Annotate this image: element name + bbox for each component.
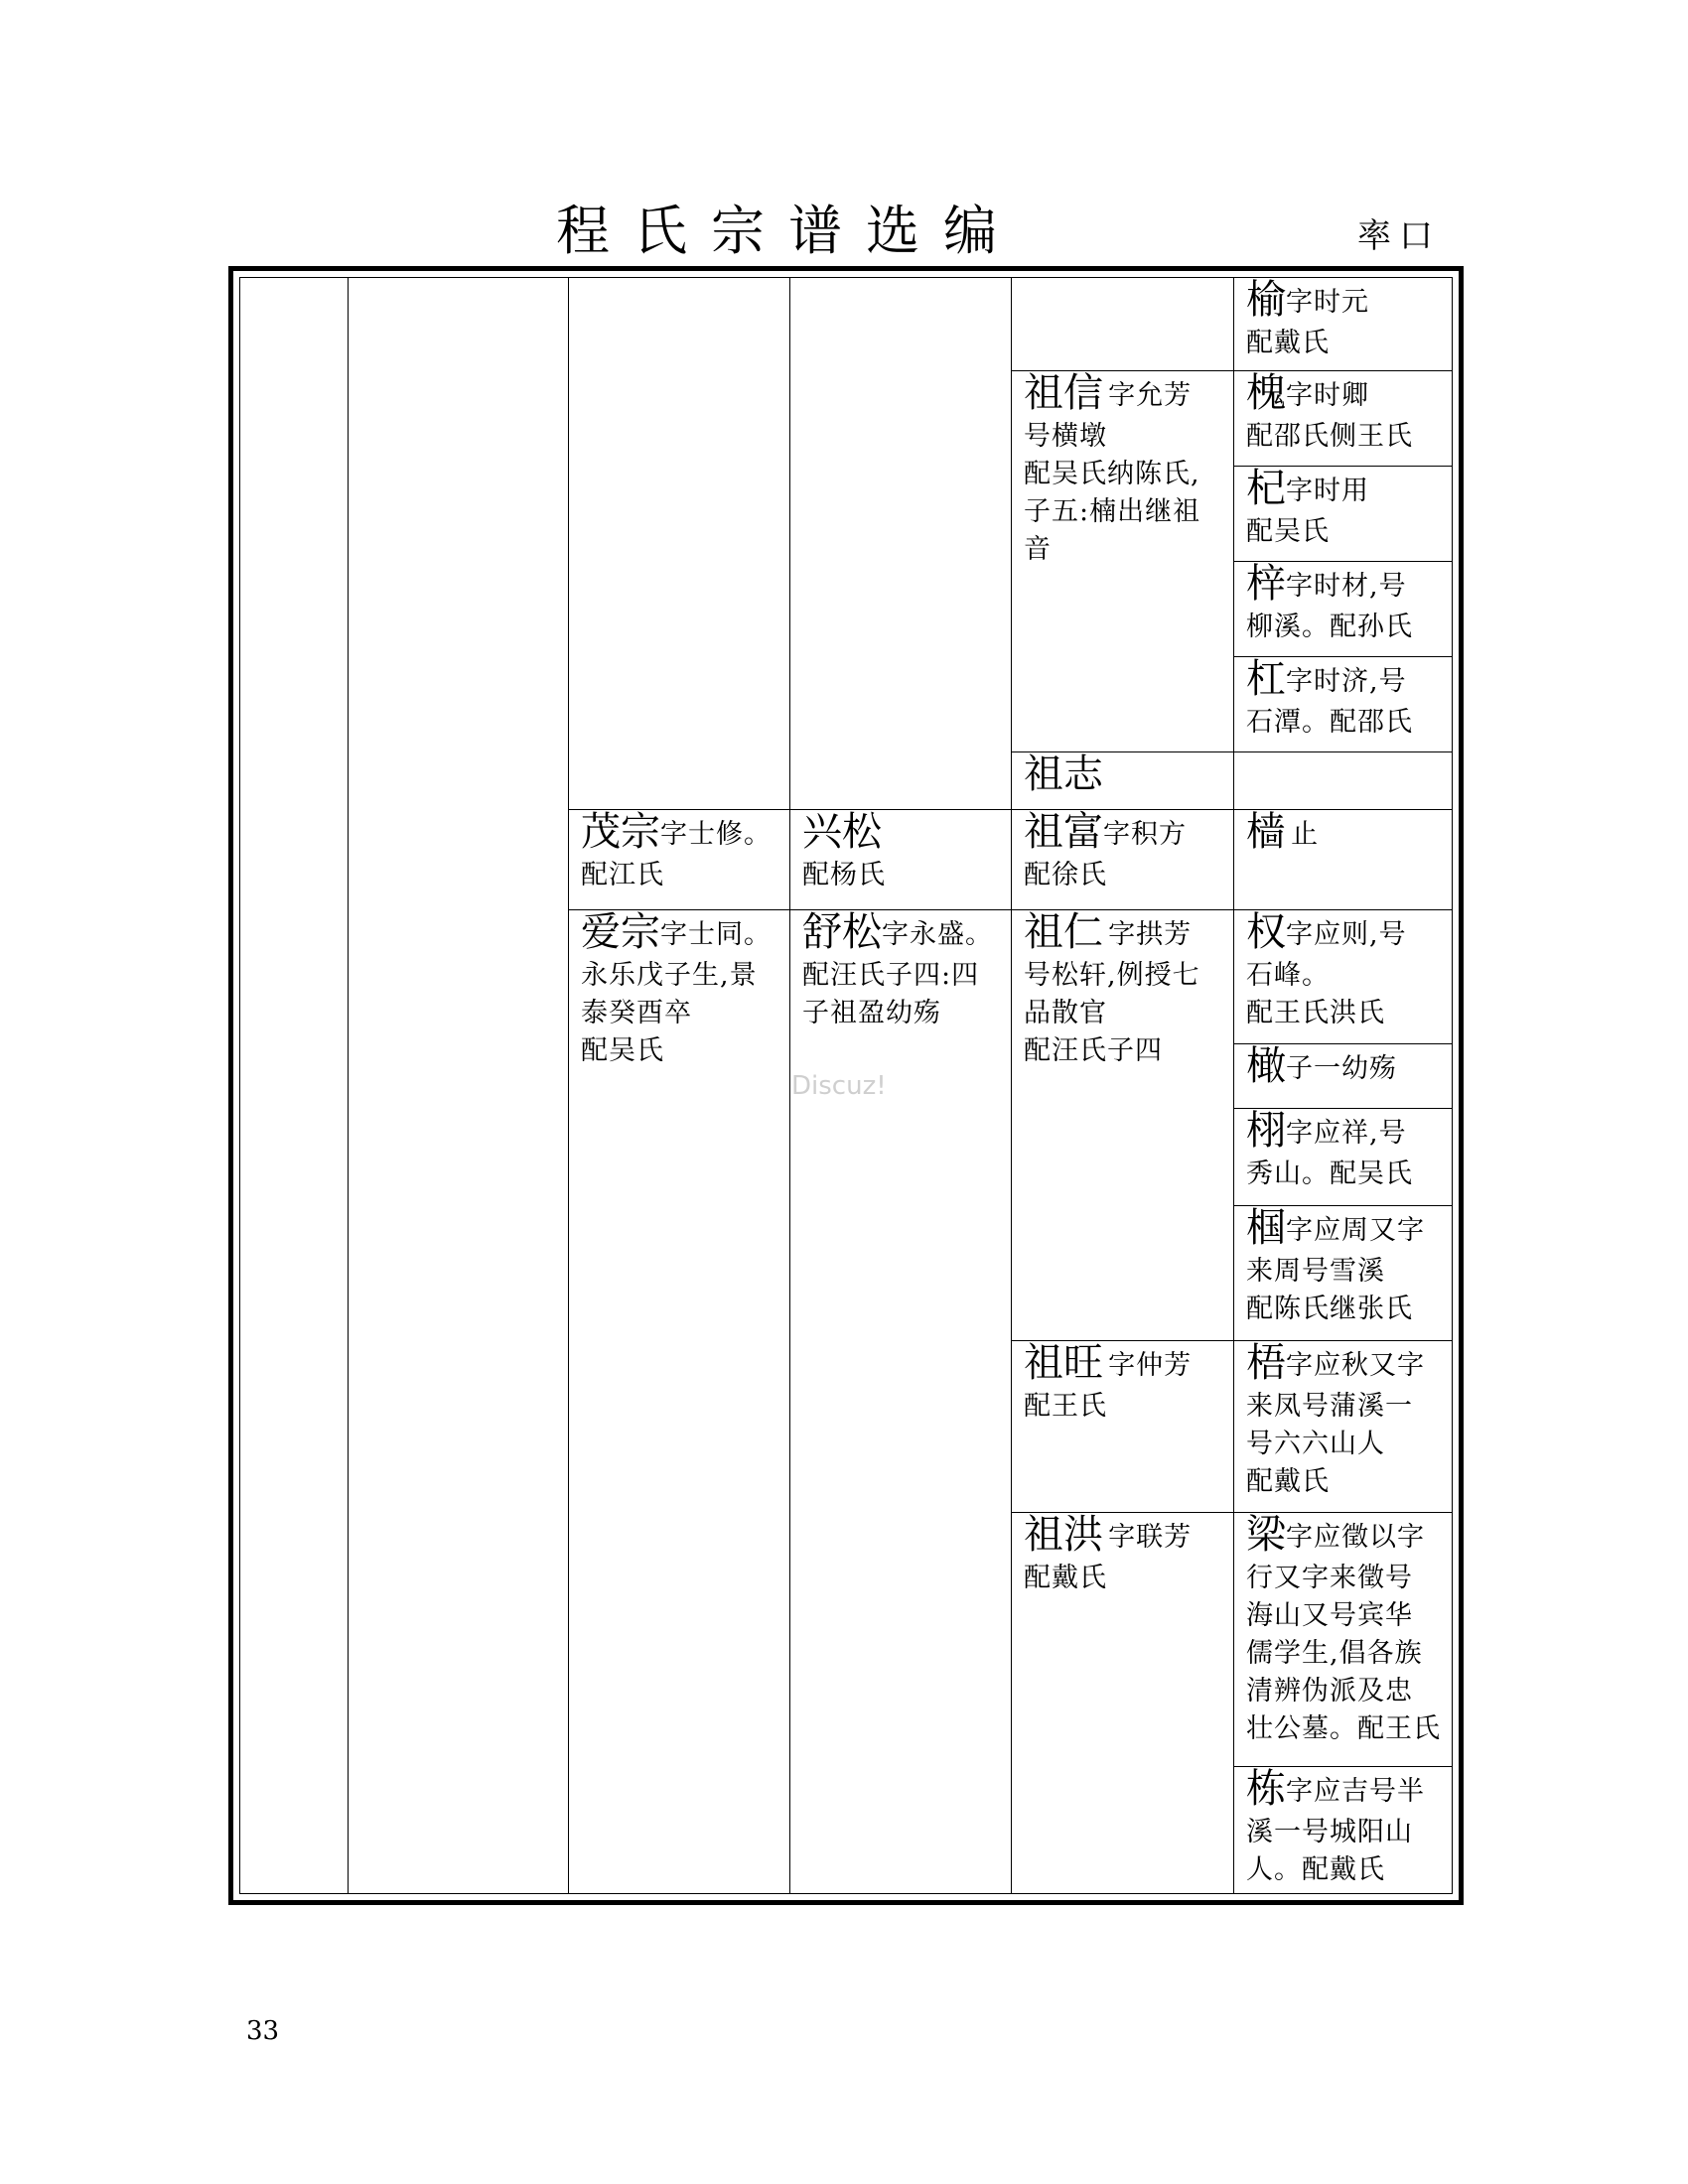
person-name: 橄 [1246, 1043, 1286, 1089]
person-entry: 梧字应秋又字 来凤号蒲溪一 号六六山人 配戴氏 [1246, 1340, 1425, 1497]
person-name: 祖信 [1024, 370, 1103, 416]
page-number: 33 [246, 2016, 280, 2046]
person-entry: 杞字时用 配吴氏 [1246, 466, 1369, 547]
person-name: 杠 [1246, 656, 1286, 702]
person-entry: 榆字时元 配戴氏 [1246, 277, 1369, 358]
person-entry: 祖信 字允芳 号横墩 配吴氏纳陈氏, 子五:楠出继祖 音 [1024, 370, 1201, 565]
person-name: 祖洪 [1024, 1512, 1103, 1558]
person-name: 栋 [1246, 1766, 1286, 1812]
person-name: 梁 [1246, 1512, 1286, 1558]
watermark: Discuz! [791, 1071, 887, 1101]
person-entry: 茂宗字士修。 配江氏 [581, 809, 772, 890]
person-name: 爱宗 [581, 909, 660, 955]
column-divider [348, 277, 349, 1894]
person-name: 祖富 [1024, 809, 1103, 855]
person-entry: 椢字应周又字 来周号雪溪 配陈氏继张氏 [1246, 1205, 1425, 1324]
person-entry: 爱宗字士同。 永乐戊子生,景 泰癸酉卒 配吴氏 [581, 909, 772, 1066]
person-name: 椢 [1246, 1205, 1286, 1251]
person-entry: 兴松 配杨氏 [802, 809, 886, 890]
person-entry: 权字应则,号 石峰。 配王氏洪氏 [1246, 909, 1407, 1028]
person-entry: 舒松字永盛。 配汪氏子四:四 子祖盈幼殇 [802, 909, 993, 1028]
person-entry: 梓字时材,号 柳溪。配孙氏 [1246, 561, 1413, 642]
person-name: 祖旺 [1024, 1340, 1103, 1386]
person-entry: 梁字应徵以字 行又字来徵号 海山又号宾华 儒学生,倡各族 清辨伪派及忠 壮公墓。配王氏 [1246, 1512, 1441, 1744]
person-name: 樯 [1246, 809, 1286, 855]
person-name: 梧 [1246, 1340, 1286, 1386]
person-name: 祖仁 [1024, 909, 1103, 955]
person-entry [1011, 751, 1233, 809]
person-entry: 橄子一幼殇 [1246, 1043, 1397, 1089]
person-entry: 槐字时卿 配邵氏侧王氏 [1246, 370, 1413, 452]
person-entry: 祖富字积方 配徐氏 [1024, 809, 1187, 890]
person-entry: 杠字时济,号 石潭。配邵氏 [1246, 656, 1413, 738]
person-name: 权 [1246, 909, 1286, 955]
person-entry: 祖洪 字联芳 配戴氏 [1024, 1512, 1193, 1593]
person-entry: 樯 止 [1246, 809, 1320, 855]
person-name: 茂宗 [581, 809, 660, 855]
person-name: 梓 [1246, 561, 1286, 607]
person-entry: 栋字应吉号半 溪一号城阳山 人。配戴氏 [1246, 1766, 1425, 1885]
person-name: 榆 [1246, 277, 1286, 323]
person-name: 祖志 [1024, 751, 1103, 797]
person-entry: 祖仁 字拱芳 号松轩,例授七 品散官 配汪氏子四 [1024, 909, 1200, 1066]
page-subtitle: 率口 [1357, 216, 1441, 256]
person-entry: 栩字应祥,号 秀山。配吴氏 [1246, 1108, 1413, 1189]
person-name: 杞 [1246, 466, 1286, 511]
person-name: 兴松 [802, 809, 882, 855]
person-name: 槐 [1246, 370, 1286, 416]
person-name: 栩 [1246, 1108, 1286, 1154]
person-name: 舒松 [802, 909, 882, 955]
page-title: 程氏宗谱选编 [556, 200, 1021, 262]
person-entry: 祖旺 字仲芳 配王氏 [1024, 1340, 1193, 1422]
